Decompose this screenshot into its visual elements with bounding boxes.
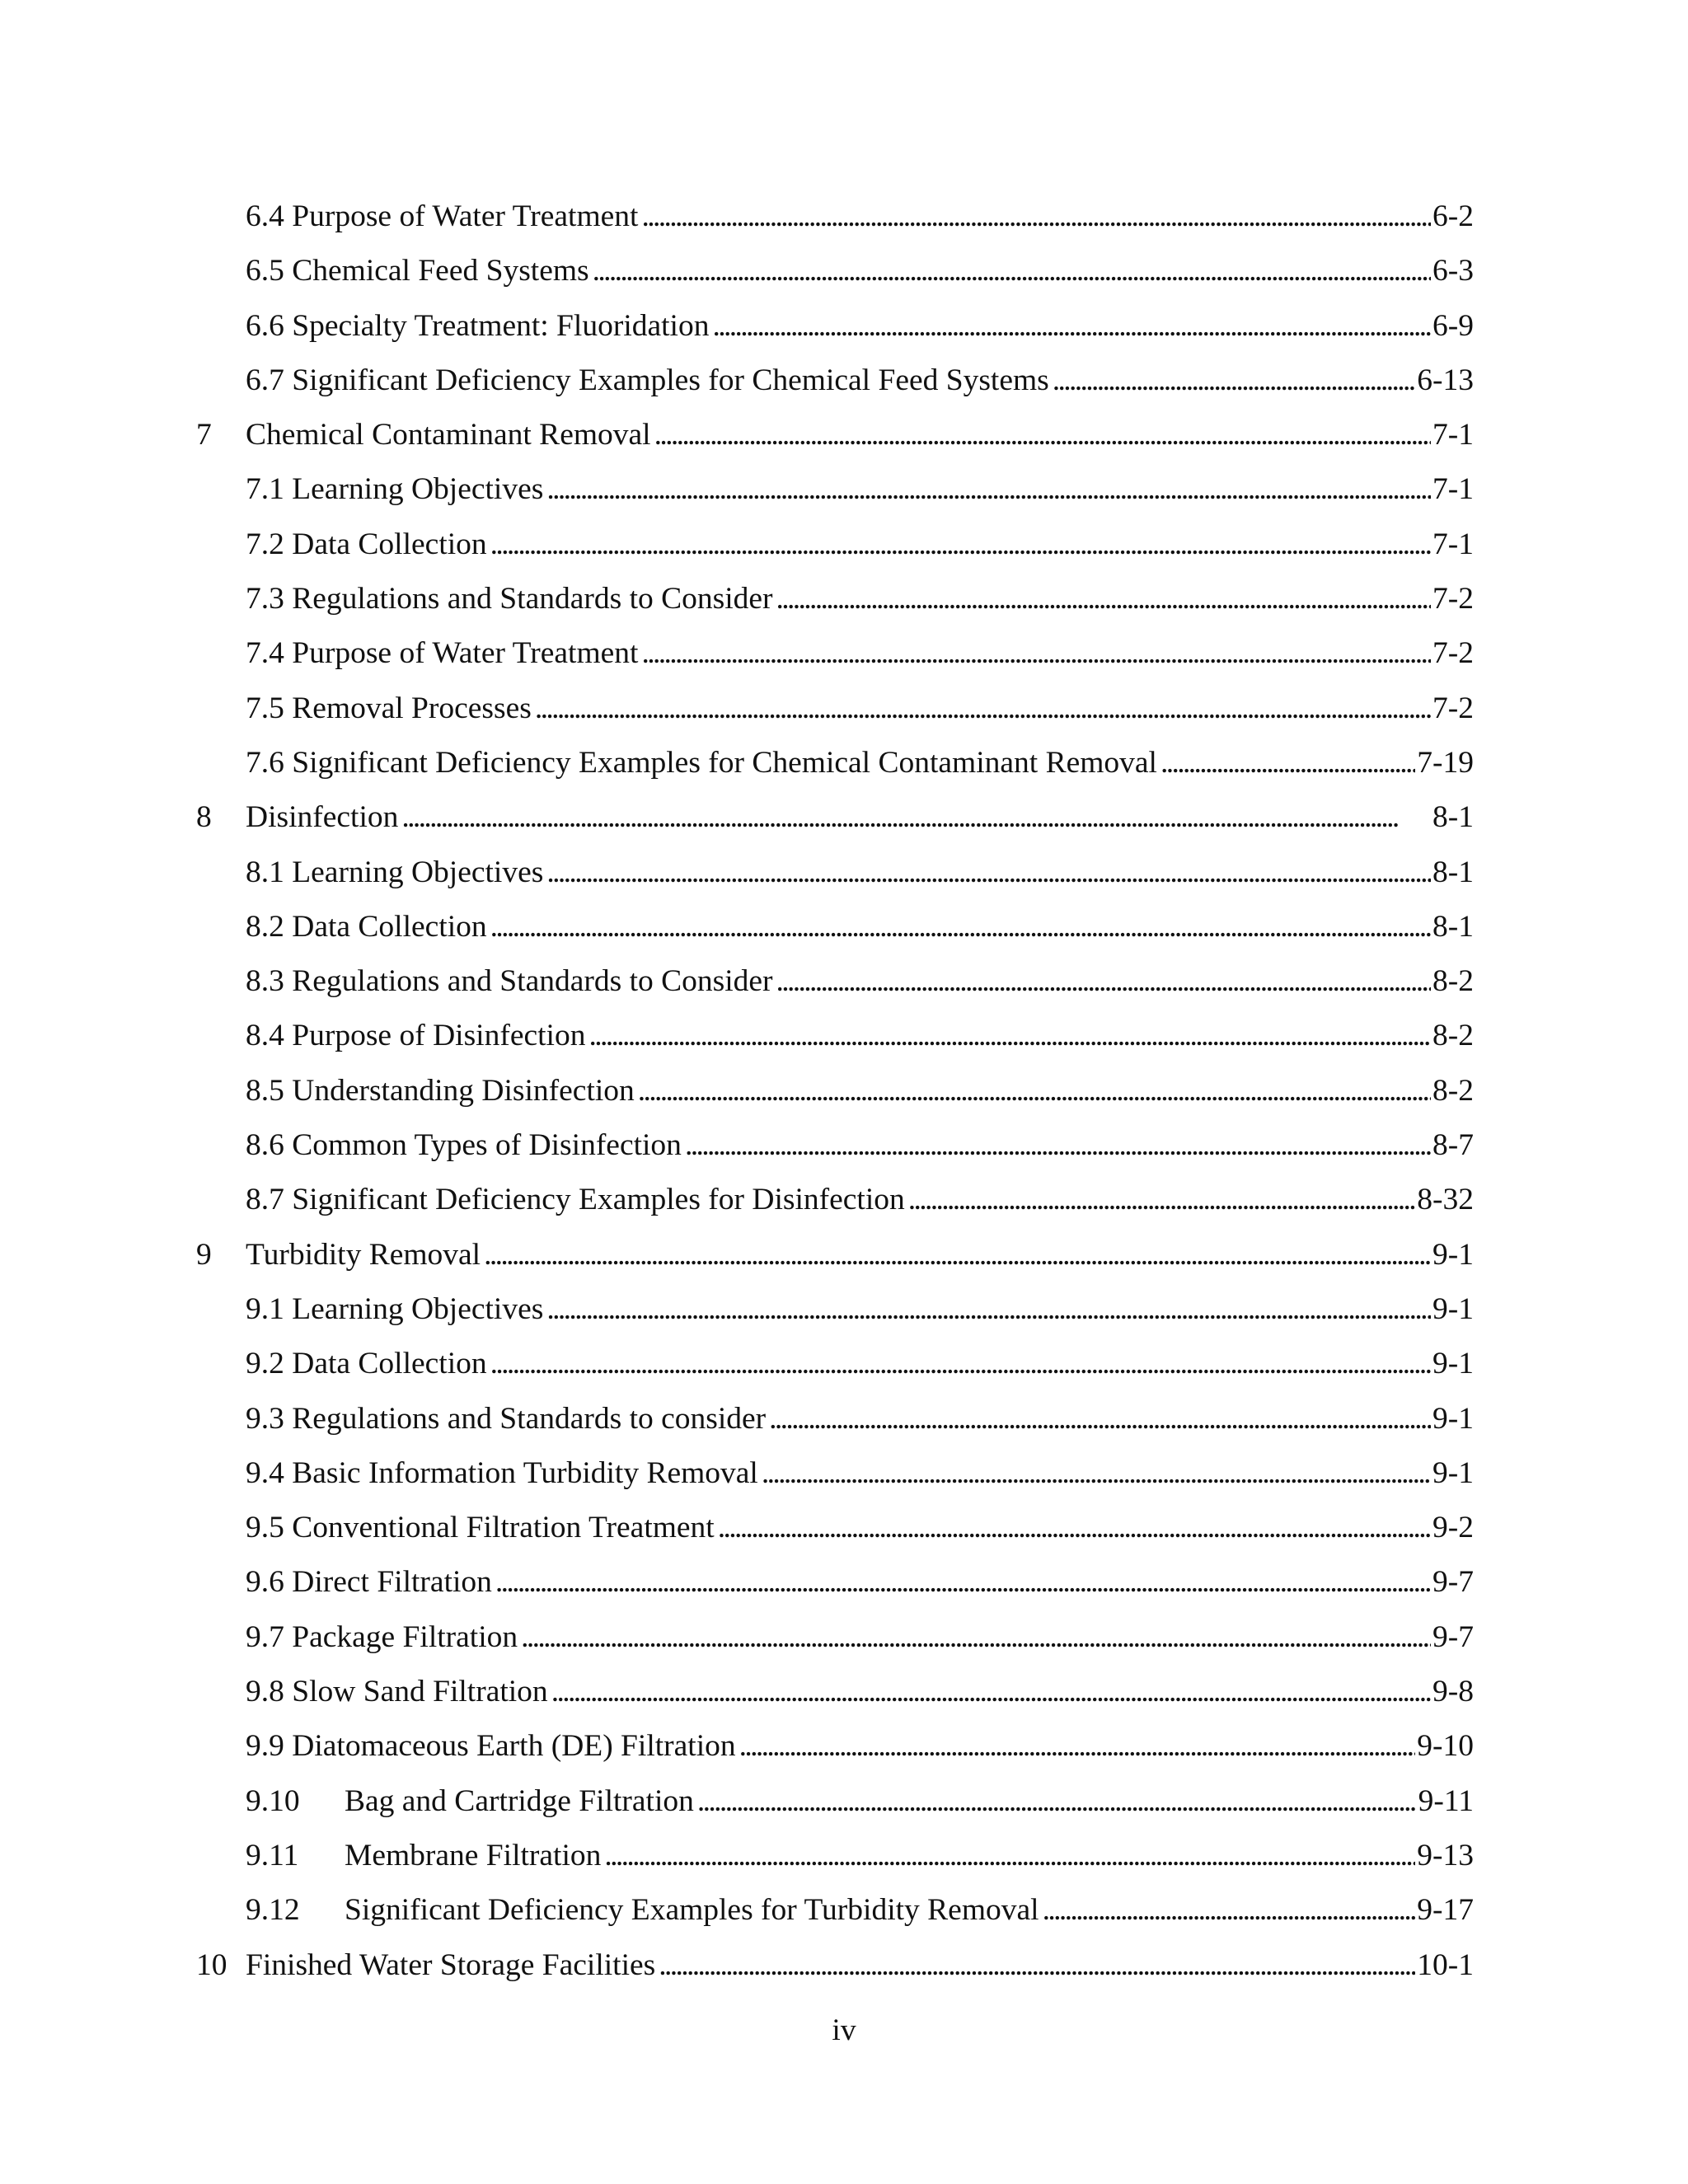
toc-entry-link[interactable] <box>246 1289 1474 1330</box>
toc-row <box>0 1945 1688 1999</box>
dot-leader <box>776 579 1431 620</box>
entry-title: 7.4 Purpose of Water Treatment <box>246 636 639 671</box>
dot-leader <box>588 1015 1431 1057</box>
toc-row <box>0 579 1688 633</box>
toc-entry-link[interactable] <box>246 633 1474 674</box>
page-reference: 9-1 <box>1432 1455 1474 1490</box>
toc-entry-link[interactable] <box>246 852 1474 893</box>
entry-title: 7.1 Learning Objectives <box>246 472 544 507</box>
page-reference: 9-1 <box>1432 1401 1474 1436</box>
entry-title: Significant Deficiency Examples for Turbidity Removal <box>345 1893 1039 1928</box>
entry-title: 8.1 Learning Objectives <box>246 855 544 889</box>
page-reference: 9-1 <box>1432 1237 1474 1272</box>
page-reference: 9-13 <box>1417 1838 1474 1872</box>
toc-row <box>0 469 1688 523</box>
toc-entry-link[interactable] <box>246 1835 1474 1877</box>
toc-row <box>0 251 1688 305</box>
chapter-number: 7 <box>196 418 212 452</box>
entry-title: 9.7 Package Filtration <box>246 1619 518 1654</box>
toc-row <box>0 306 1688 360</box>
toc-row <box>0 1507 1688 1562</box>
page-reference: 9-2 <box>1432 1511 1474 1545</box>
page-reference: 9-7 <box>1432 1565 1474 1600</box>
toc-entry-link[interactable] <box>246 1617 1474 1658</box>
page-reference: 8-32 <box>1417 1183 1474 1217</box>
dot-leader <box>908 1179 1415 1221</box>
page-reference: 6-2 <box>1432 199 1474 233</box>
toc-entry-link[interactable] <box>246 1781 1474 1822</box>
entry-title: 8.5 Understanding Disinfection <box>246 1073 635 1108</box>
entry-title: 6.4 Purpose of Water Treatment <box>246 199 639 233</box>
entry-title: 8.3 Regulations and Standards to Consider <box>246 964 773 999</box>
page-reference: 9-11 <box>1418 1783 1474 1818</box>
toc-entry-link[interactable] <box>246 961 1474 1002</box>
dot-leader <box>546 469 1431 510</box>
entry-title: 7.5 Removal Processes <box>246 691 532 725</box>
dot-leader <box>654 415 1431 456</box>
section-number: 9.12 <box>246 1893 300 1928</box>
toc-entry-link[interactable] <box>246 1890 1474 1931</box>
toc-entry-link[interactable] <box>246 1179 1474 1221</box>
entry-title: Bag and Cartridge Filtration <box>345 1783 694 1818</box>
toc-row <box>0 1671 1688 1726</box>
entry-title: 8.2 Data Collection <box>246 909 487 944</box>
toc-entry-link[interactable] <box>246 1071 1474 1112</box>
page-reference: 10-1 <box>1417 1947 1474 1982</box>
toc-row <box>0 1071 1688 1125</box>
dot-leader <box>1160 743 1415 784</box>
toc-row <box>0 961 1688 1015</box>
page-number: iv <box>832 2013 856 2047</box>
dot-leader <box>659 1945 1415 1986</box>
entry-title: 9.3 Regulations and Standards to consider <box>246 1401 767 1436</box>
toc-entry-link[interactable] <box>246 524 1474 565</box>
dot-leader <box>641 633 1431 674</box>
dot-leader <box>762 1453 1431 1494</box>
toc-row <box>0 1781 1688 1835</box>
entry-title: 9.9 Diatomaceous Earth (DE) Filtration <box>246 1729 736 1764</box>
dot-leader <box>490 907 1431 948</box>
toc-row <box>0 1453 1688 1507</box>
toc-row <box>0 1399 1688 1453</box>
page-reference: 9-7 <box>1432 1619 1474 1654</box>
toc-entry-link[interactable] <box>246 306 1474 347</box>
toc-row <box>0 415 1688 469</box>
toc-entry-link[interactable] <box>246 579 1474 620</box>
dot-leader <box>769 1399 1431 1440</box>
toc-row <box>0 1617 1688 1671</box>
entry-title: 7.2 Data Collection <box>246 527 487 561</box>
table-of-contents <box>0 196 1688 1999</box>
toc-entry-link[interactable] <box>246 688 1474 729</box>
page-reference: 7-19 <box>1417 745 1474 780</box>
toc-row <box>0 1289 1688 1343</box>
toc-entry-link[interactable] <box>246 1671 1474 1713</box>
page-reference: 6-9 <box>1432 308 1474 343</box>
entry-title: 7.3 Regulations and Standards to Consider <box>246 582 773 616</box>
dot-leader <box>551 1671 1431 1713</box>
entry-title: Finished Water Storage Facilities <box>246 1947 656 1982</box>
dot-leader <box>1053 360 1415 401</box>
entry-title: 9.1 Learning Objectives <box>246 1291 544 1326</box>
page-reference: 8-2 <box>1432 964 1474 999</box>
toc-row <box>0 524 1688 579</box>
dot-leader <box>776 961 1431 1002</box>
toc-row <box>0 743 1688 797</box>
toc-entry-link[interactable] <box>246 1125 1474 1166</box>
toc-entry-link[interactable] <box>246 469 1474 510</box>
toc-row <box>0 1015 1688 1070</box>
page-reference: 7-2 <box>1432 691 1474 725</box>
toc-row <box>0 688 1688 743</box>
section-number: 9.11 <box>246 1838 299 1872</box>
page-reference: 9-1 <box>1432 1347 1474 1381</box>
entry-title: 9.5 Conventional Filtration Treatment <box>246 1511 715 1545</box>
dot-leader <box>641 196 1431 237</box>
toc-entry-link[interactable] <box>246 1507 1474 1549</box>
dot-leader <box>1043 1890 1416 1931</box>
dot-leader <box>490 524 1431 565</box>
toc-row <box>0 907 1688 961</box>
toc-row <box>0 1890 1688 1944</box>
toc-row <box>0 1235 1688 1289</box>
toc-row <box>0 852 1688 907</box>
toc-row <box>0 797 1688 851</box>
page-reference: 8-2 <box>1432 1019 1474 1053</box>
toc-row <box>0 1343 1688 1398</box>
page-reference: 9-10 <box>1417 1729 1474 1764</box>
toc-row <box>0 1179 1688 1234</box>
toc-entry-link[interactable] <box>246 743 1474 784</box>
toc-entry-link[interactable] <box>246 907 1474 948</box>
entry-title: 7.6 Significant Deficiency Examples for Chemical Contaminant Removal <box>246 745 1157 780</box>
dot-leader <box>521 1617 1431 1658</box>
dot-leader <box>593 251 1431 292</box>
entry-title: 9.2 Data Collection <box>246 1347 487 1381</box>
entry-title: 9.4 Basic Information Turbidity Removal <box>246 1455 758 1490</box>
entry-title: 8.6 Common Types of Disinfection <box>246 1128 682 1163</box>
dot-leader <box>685 1125 1431 1166</box>
dot-leader <box>718 1507 1431 1549</box>
entry-title: Disinfection <box>246 800 399 835</box>
dot-leader <box>490 1343 1431 1385</box>
toc-entry-link[interactable] <box>246 1343 1474 1385</box>
entry-title: Chemical Contaminant Removal <box>246 418 651 452</box>
dot-leader <box>484 1235 1431 1276</box>
page-reference: 8-1 <box>1432 855 1474 889</box>
dot-leader <box>739 1726 1416 1767</box>
dot-leader <box>697 1781 1417 1822</box>
page-reference: 8-1 <box>1432 909 1474 944</box>
toc-entry-link[interactable] <box>246 196 1474 237</box>
dot-leader <box>535 688 1431 729</box>
dot-leader <box>546 1289 1431 1330</box>
toc-entry-link[interactable] <box>246 1399 1474 1440</box>
entry-title: 6.6 Specialty Treatment: Fluoridation <box>246 308 710 343</box>
toc-entry-link[interactable] <box>246 1453 1474 1494</box>
toc-entry-link[interactable] <box>246 1562 1474 1603</box>
dot-leader <box>638 1071 1431 1112</box>
entry-title: Turbidity Removal <box>246 1237 481 1272</box>
dot-leader <box>546 852 1431 893</box>
toc-row <box>0 1125 1688 1179</box>
entry-title: 8.4 Purpose of Disinfection <box>246 1019 586 1053</box>
dot-leader <box>401 797 1431 838</box>
page-reference: 8-1 <box>1432 800 1474 835</box>
toc-entry-link[interactable] <box>246 797 1474 838</box>
toc-entry-link[interactable] <box>246 251 1474 292</box>
section-number: 9.10 <box>246 1783 300 1818</box>
dot-leader <box>604 1835 1415 1877</box>
entry-title: 9.6 Direct Filtration <box>246 1565 492 1600</box>
page-reference: 7-1 <box>1432 472 1474 507</box>
entry-title: 8.7 Significant Deficiency Examples for Disinfection <box>246 1183 905 1217</box>
toc-row <box>0 1562 1688 1616</box>
page-reference: 9-17 <box>1417 1893 1474 1928</box>
dot-leader <box>495 1562 1431 1603</box>
dot-leader <box>712 306 1431 347</box>
toc-entry-link[interactable] <box>246 1235 1474 1276</box>
page-reference: 7-1 <box>1432 527 1474 561</box>
entry-title: 6.7 Significant Deficiency Examples for Chemical Feed Systems <box>246 363 1049 397</box>
entry-title: 9.8 Slow Sand Filtration <box>246 1675 548 1709</box>
toc-entry-link[interactable] <box>246 1726 1474 1767</box>
toc-row <box>0 1835 1688 1890</box>
toc-row <box>0 1726 1688 1780</box>
toc-row <box>0 633 1688 687</box>
chapter-number: 10 <box>196 1947 227 1982</box>
page-reference: 6-13 <box>1417 363 1474 397</box>
page-reference: 8-7 <box>1432 1128 1474 1163</box>
page-reference: 7-2 <box>1432 582 1474 616</box>
chapter-number: 9 <box>196 1237 212 1272</box>
toc-row <box>0 360 1688 415</box>
page-reference: 8-2 <box>1432 1073 1474 1108</box>
page-reference: 6-3 <box>1432 254 1474 288</box>
page-reference: 9-1 <box>1432 1291 1474 1326</box>
toc-entry-link[interactable] <box>246 360 1474 401</box>
page-reference: 7-1 <box>1432 418 1474 452</box>
toc-entry-link[interactable] <box>246 1945 1474 1986</box>
toc-row <box>0 196 1688 251</box>
chapter-number: 8 <box>196 800 212 835</box>
entry-title: Membrane Filtration <box>345 1838 602 1872</box>
page-reference: 7-2 <box>1432 636 1474 671</box>
toc-entry-link[interactable] <box>246 1015 1474 1057</box>
entry-title: 6.5 Chemical Feed Systems <box>246 254 589 288</box>
toc-entry-link[interactable] <box>246 415 1474 456</box>
page-reference: 9-8 <box>1432 1675 1474 1709</box>
